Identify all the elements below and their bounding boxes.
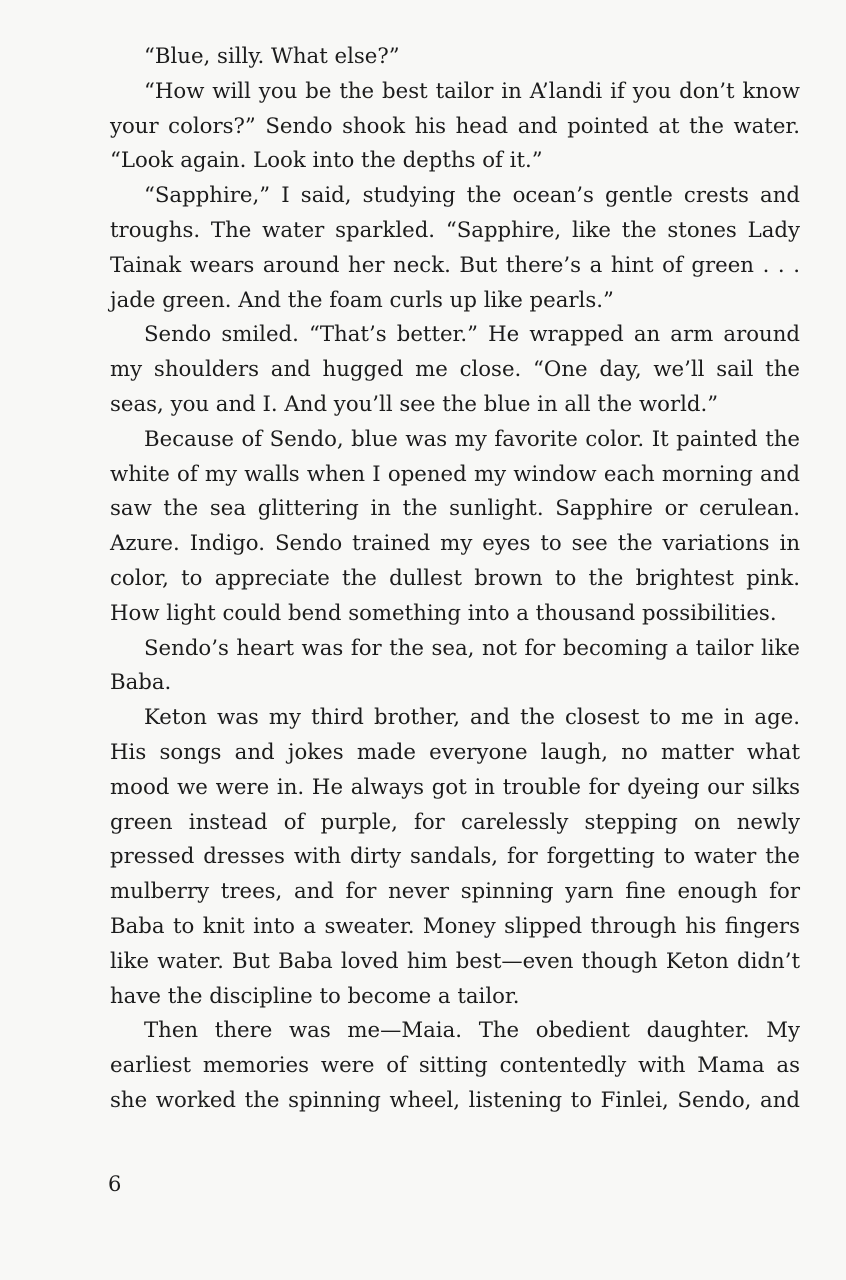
paragraph-2: “How will you be the best tailor in A’landi if you don’t know your colors?” Sendo shook his head and pointed at the water. “Look again. Look into the depths of it.” [110,78,800,174]
paragraph-6: Sendo’s heart was for the sea, not for becoming a tailor like Baba. [110,635,800,696]
paragraph-4: Sendo smiled. “That’s better.” He wrapped an arm around my shoulders and hugged me close. “One day, we’ll sail the seas, you and I. And you’ll see the blue in all the world.” [110,322,800,417]
paragraph-3: “Sapphire,” I said, studying the ocean’s gentle crests and troughs. The water sparkled. “Sapphire, like the stones Lady Tainak wears around her neck. But there’s a hint of green . . . jade green. And the foam curls up like pearls.” [110,183,800,313]
paragraph-5: Because of Sendo, blue was my favorite color. It painted the white of my walls when I opened my window each morning and saw the sea glittering in the sunlight. Sapphire or cerulean. Azure. Indigo. Sendo trained my eyes to see the variations in color, to appreciate the dullest brown to the brightest pink. How light could bend something into a thousand possibilities. [110,426,800,626]
page-number: 6 [108,1172,122,1196]
paragraph-1: “Blue, silly. What else?” [144,44,400,69]
paragraph-7: Keton was my third brother, and the closest to me in age. His songs and jokes made everyone laugh, no matter what mood we were in. He always got in trouble for dyeing our silks green instead of purple, for carelessly stepping on newly pressed dresses with dirty sandals, for forgetting to water the mulberry trees, and for never spinning yarn fine enough for Baba to knit into a sweater. Money slipped through his fingers like water. But Baba loved him best—even though Keton didn’t have the discipline to become a tailor. [110,705,800,1009]
body-text [110,40,800,1119]
paragraph-8: Then there was me—Maia. The obedient daughter. My earliest memories were of sitting contentedly with Mama as she worked the spinning wheel, listening to Finlei, Sendo, and [110,1018,800,1113]
